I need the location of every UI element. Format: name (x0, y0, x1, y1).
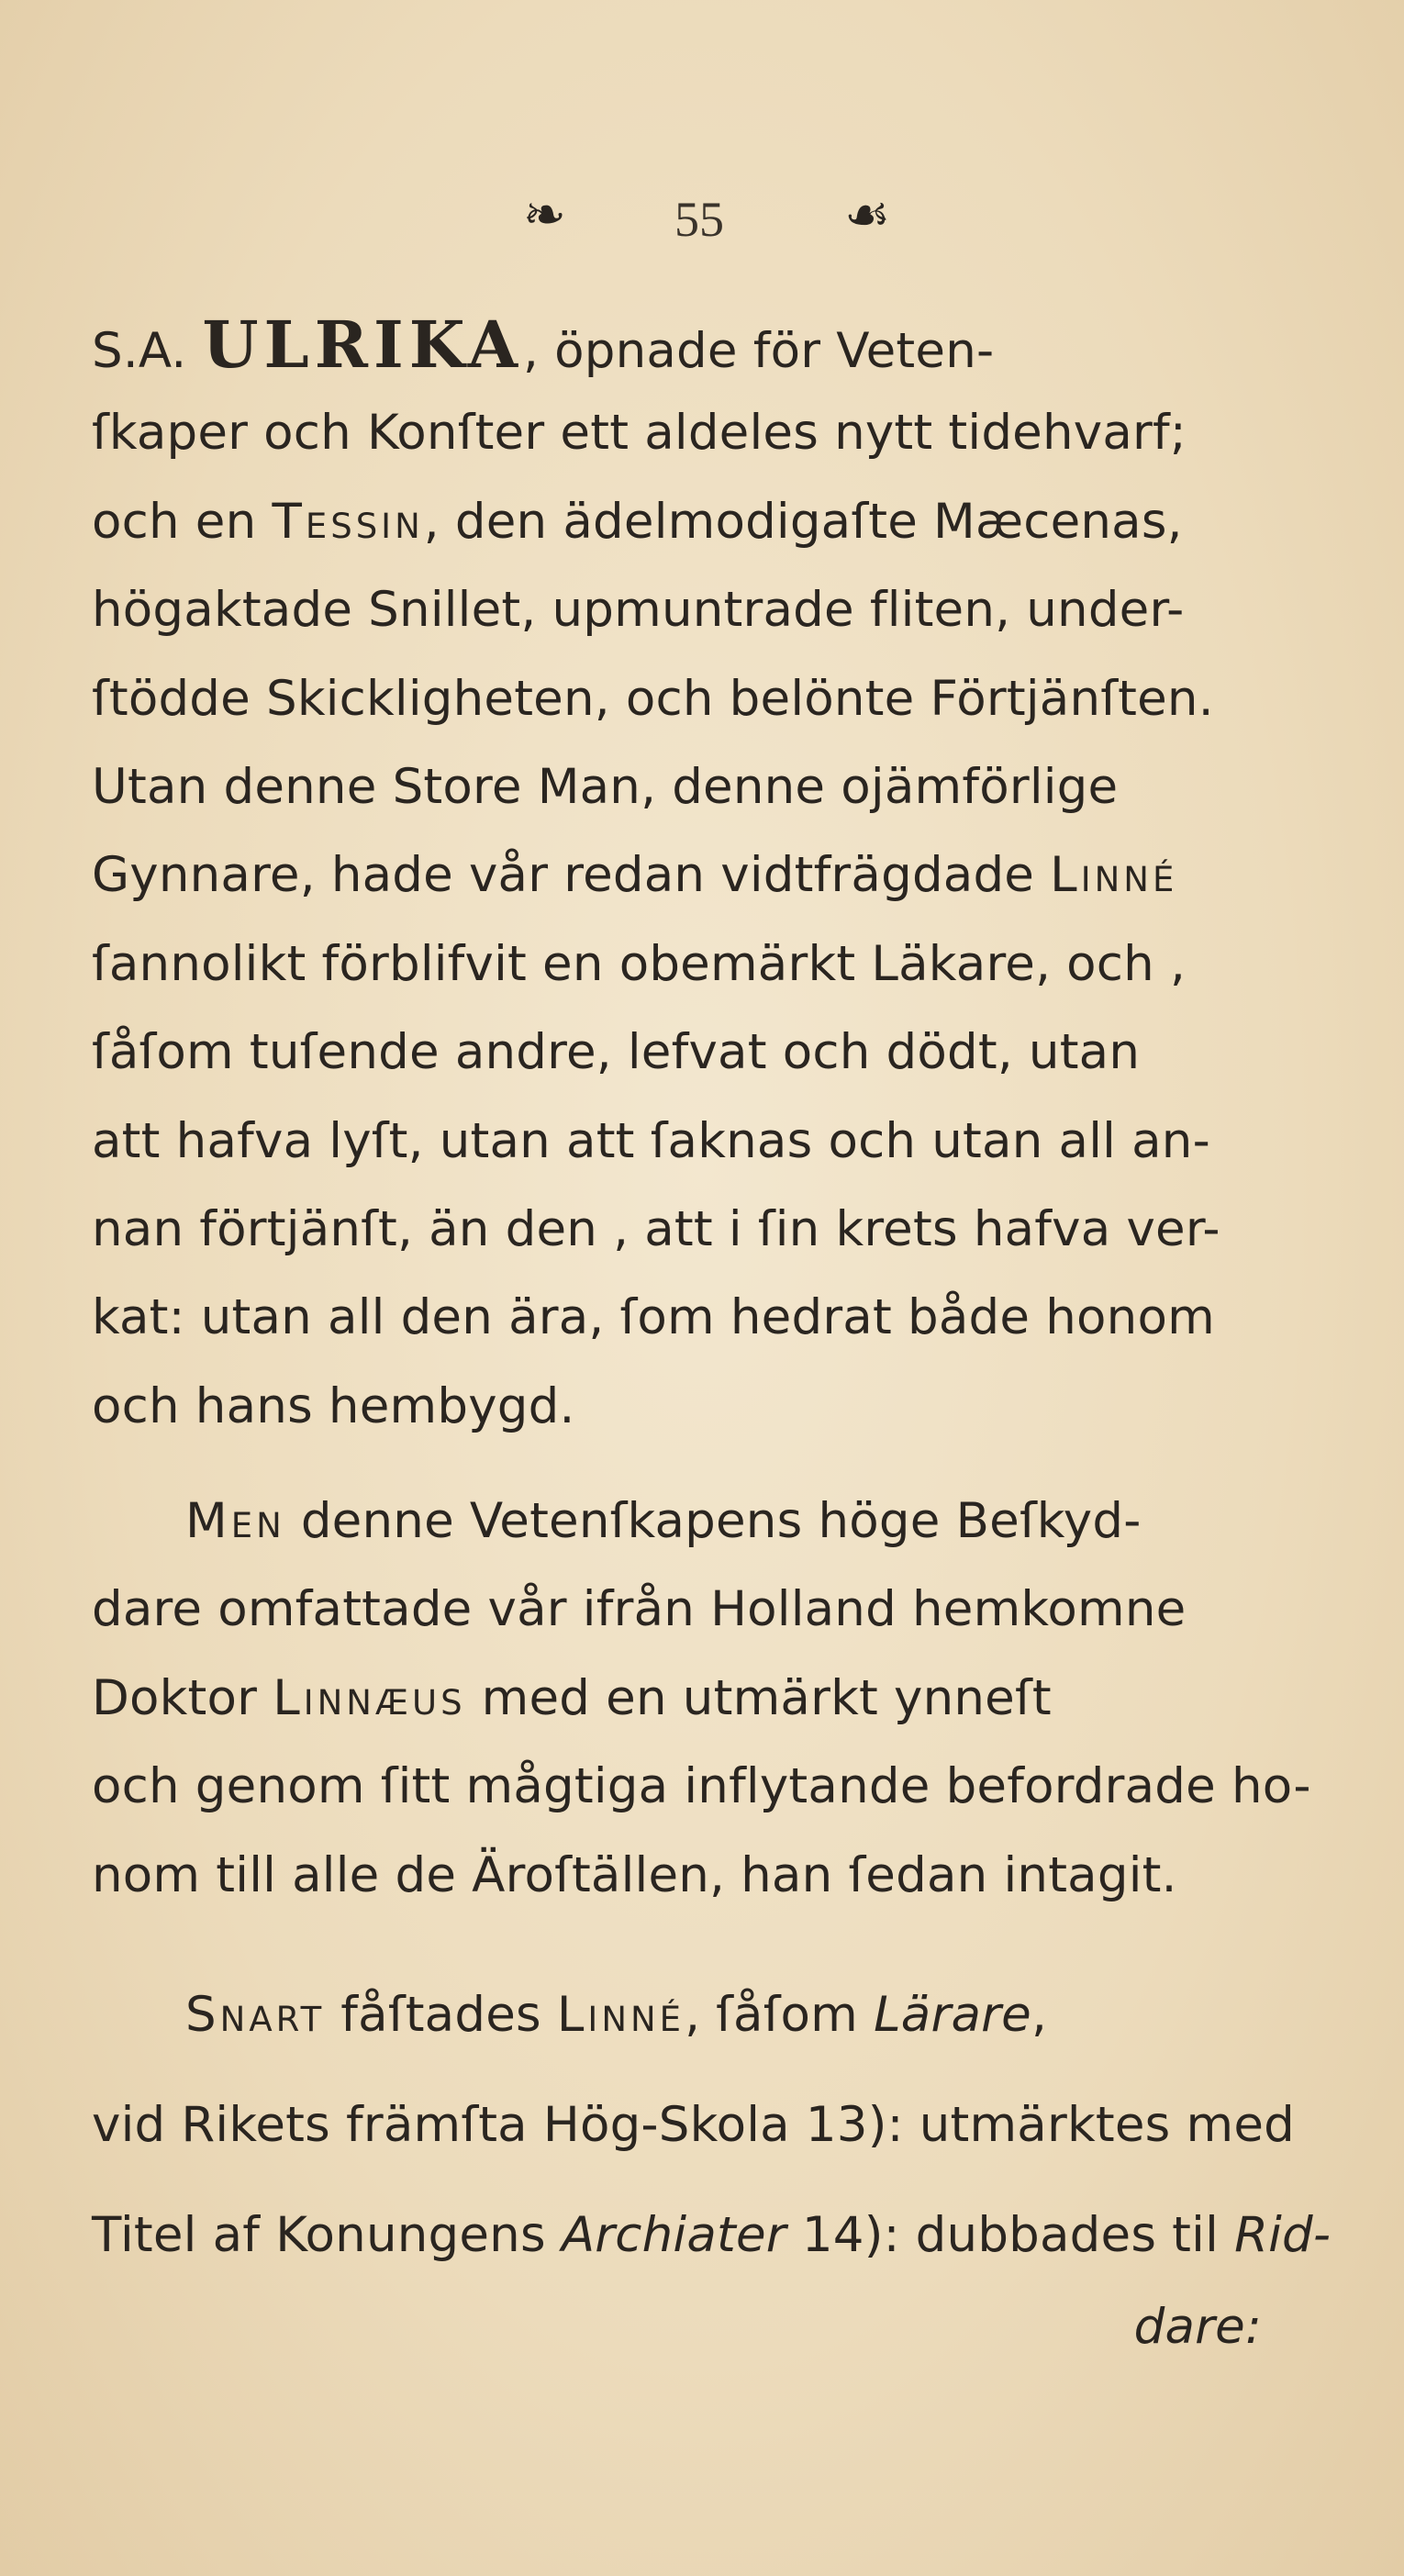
line-text: , ſåſom (685, 1987, 875, 2043)
line-text: Titel af Konungens (92, 2207, 562, 2263)
name-linne: Linné (556, 1987, 685, 2043)
line-text: , den ädelmodigaſte Mæcenas, (423, 493, 1183, 550)
page-header (0, 179, 1404, 262)
ornament-right-icon: ☙ (844, 185, 891, 245)
line-text: nom till alle de Äroſtällen, han ſedan intagit. (92, 1846, 1177, 1903)
line-text: Doktor (92, 1669, 273, 1726)
line-text: med en utmärkt ynneſt (465, 1669, 1052, 1726)
catchword: dare: (1133, 2299, 1262, 2355)
line-text: kat: utan all den ära, ſom hedrat både honom (92, 1289, 1215, 1346)
text-line (92, 1186, 1312, 1274)
line-text: ſannolikt förblifvit en obemärkt Läkare, och , (92, 935, 1187, 992)
line-text: nan förtjänſt, än den , att i ſin krets hafva ver- (92, 1200, 1220, 1257)
name-linne: Linné (1050, 847, 1178, 904)
line-text: 14): dubbades til (786, 2207, 1235, 2263)
decorative-name-ulrika: ULRIKA (202, 307, 524, 383)
lead-word-snart: Snart (185, 1987, 326, 2043)
text-line (92, 1478, 1312, 1566)
line-text: S.A. (92, 323, 203, 379)
name-linnaeus: Linnæus (273, 1669, 466, 1726)
italic-term-archiater: Archiater (561, 2207, 786, 2263)
line-text: fåſtades (325, 1987, 557, 2043)
text-line (92, 1655, 1312, 1743)
paragraph-3 (92, 1960, 1332, 2364)
line-text: Utan denne Store Man, denne ojämförlige (92, 758, 1119, 815)
text-line (92, 1363, 1312, 1451)
text-line (92, 1960, 1312, 2070)
line-text: högaktade Snillet, upmuntrade fliten, under- (92, 582, 1185, 639)
text-line (92, 1832, 1312, 1920)
text-line (92, 2070, 1312, 2180)
line-text: vid Rikets främſta Hög-Skola 13): utmärktes med (92, 2097, 1295, 2153)
italic-term-larare: Lärare (874, 1987, 1031, 2043)
text-line (92, 478, 1312, 566)
line-text: denne Vetenſkapens höge Beſkyd- (284, 1493, 1142, 1549)
text-line (92, 2180, 1332, 2291)
lead-word-men: Men (185, 1493, 285, 1549)
text-line (92, 743, 1312, 831)
paragraph-1 (92, 301, 1312, 1451)
ornament-left-icon: ❧ (523, 185, 566, 245)
text-line (92, 389, 1312, 477)
text-line (92, 301, 1312, 389)
text-line (92, 1274, 1312, 1362)
line-text: ſkaper och Konſter ett aldeles nytt tidehvarf; (92, 405, 1187, 462)
text-line (92, 831, 1312, 920)
text-line (92, 1009, 1312, 1097)
paragraph-2 (92, 1478, 1312, 1920)
line-text: , (1031, 1987, 1047, 2043)
line-text: Gynnare, hade vår redan vidtfrägdade (92, 847, 1051, 904)
page-number: 55 (674, 192, 724, 247)
line-text: och hans hembygd. (92, 1377, 575, 1434)
text-line (92, 1566, 1312, 1654)
line-text: och en (92, 493, 273, 550)
text-line (92, 920, 1312, 1009)
line-text: , öpnade för Veten- (523, 323, 995, 379)
text-line (92, 566, 1312, 654)
line-text: ſtödde Skickligheten, och belönte Förtjänſten. (92, 670, 1214, 727)
line-text: att hafva lyſt, utan att ſaknas och utan all an- (92, 1112, 1210, 1169)
text-line (92, 1743, 1312, 1831)
italic-term-riddare: Rid- (1234, 2207, 1332, 2263)
text-line (92, 655, 1312, 743)
name-tessin: Tessin (272, 493, 424, 550)
line-text: ſåſom tuſende andre, lefvat och dödt, utan (92, 1024, 1141, 1081)
line-text: och genom ſitt mågtiga inflytande befordrade ho- (92, 1758, 1311, 1815)
line-text: dare omfattade vår ifrån Holland hemkomne (92, 1581, 1187, 1638)
text-line (92, 1098, 1312, 1186)
